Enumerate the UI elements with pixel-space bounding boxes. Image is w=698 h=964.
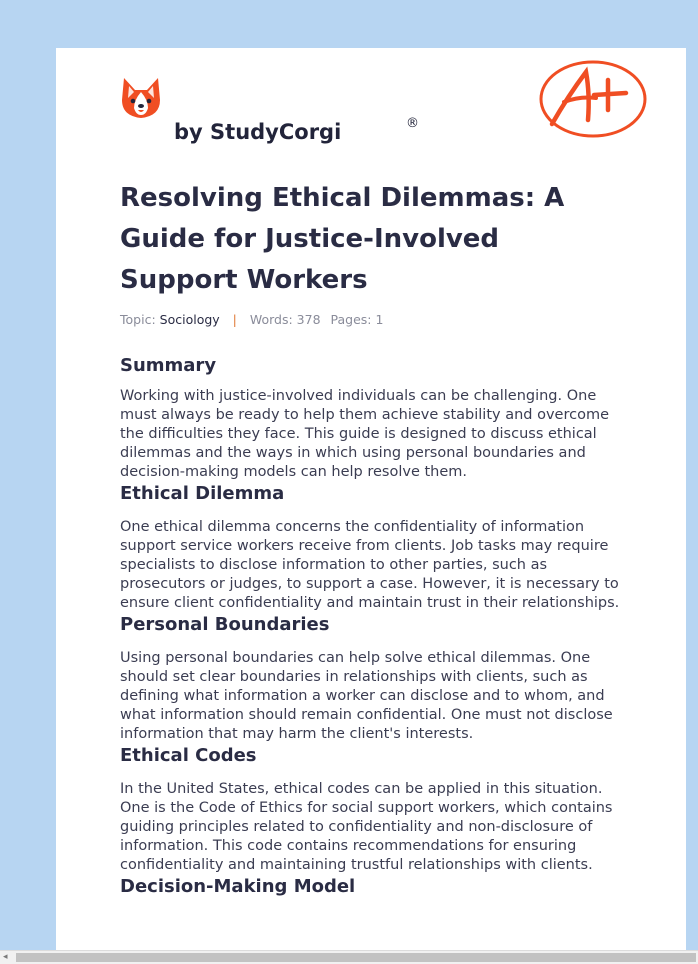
a-plus-grade-icon [538,58,648,140]
page-count: Pages: 1 [330,312,384,327]
section-text: Working with justice-involved individuals can be challenging. One must always be ready to help them achieve stability and overcome the difficulties they face. This guide is designed to discuss ethical dilemmas and the ways in which using personal boundaries and decision-making models can help resolve them. [120,388,609,480]
horizontal-scrollbar[interactable] [0,950,698,964]
word-count: Words: 378 [249,312,321,327]
section-decision-making-model [120,875,634,899]
corgi-logo-icon [120,76,162,120]
section-text: One ethical dilemma concerns the confidentiality of information support service workers receive from clients. Job tasks may require specialists to disclose information to other parties, such as prosecutors or judges, to support a case. However, it is necessary to ensure client confidentiality and maintain trust in their relationships. [120,519,620,611]
document-body [120,354,634,911]
topic-link[interactable]: Sociology [159,312,220,327]
section-text: In the United States, ethical codes can be applied in this situation. One is the Code of Ethics for social support workers, which contains guiding principles related to confidentiality and non-disclosure of information. This code contains recommendations for ensuring confidentiality and maintaining trustful relationships with clients. [120,781,613,873]
section-heading: Ethical Dilemma [120,483,285,504]
meta-separator: | [232,312,237,327]
topic-label: Topic: [120,312,156,327]
registered-mark: ® [406,116,419,131]
section-ethical-dilemma [120,482,634,613]
section-text: Using personal boundaries can help solve ethical dilemmas. One should set clear boundaries in relationships with clients, such as defining what information a worker can disclose and to whom, and what information should remain confidential. One must not disclose information that may harm the client's interests. [120,650,613,742]
section-ethical-codes [120,744,634,875]
document-meta [120,312,383,327]
document-page [56,48,686,950]
section-heading: Summary [120,355,217,376]
section-personal-boundaries [120,613,634,744]
scroll-left-icon[interactable]: ◂ [3,952,8,962]
section-heading: Personal Boundaries [120,614,330,635]
section-heading: Decision-Making Model [120,876,356,897]
brand-name: by StudyCorgi [174,120,342,144]
section-heading: Ethical Codes [120,745,257,766]
section-summary [120,354,634,482]
document-title: Resolving Ethical Dilemmas: A Guide for Justice-Involved Support Workers [120,183,565,295]
scrollbar-thumb[interactable] [16,953,696,962]
